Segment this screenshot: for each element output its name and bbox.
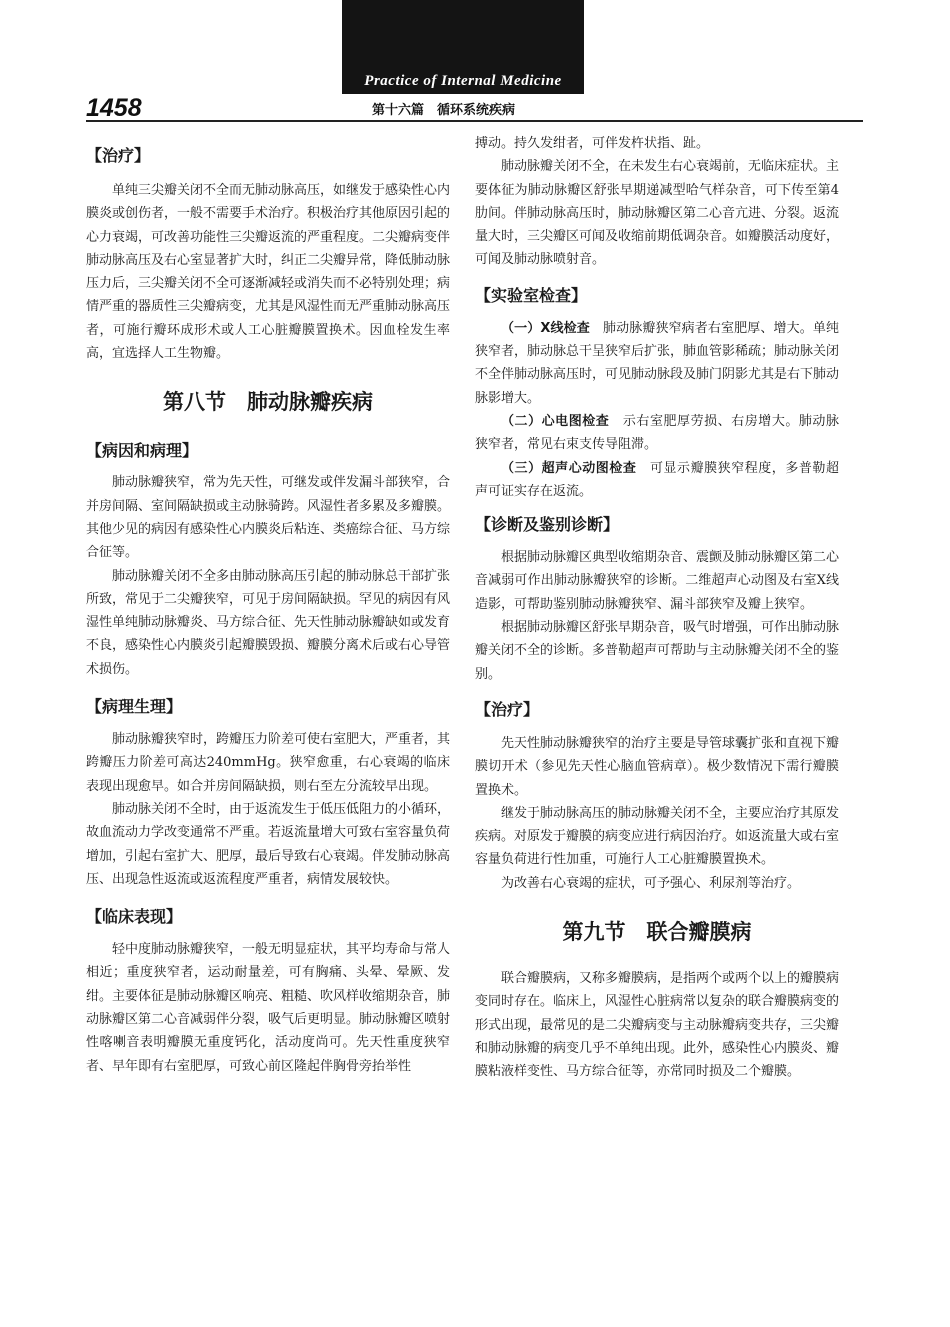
section-title-8: 第八节 肺动脉瓣疾病 (163, 390, 373, 415)
paragraph: 肺动脉瓣狭窄时，跨瓣压力阶差可使右室肥大，严重者，其跨瓣压力阶差可高达240mmHg。狭窄愈重，右心衰竭的临床表现出现愈早。如合并房间隔缺损，则右至左分流较早出现。 (86, 732, 451, 794)
heading-pathophysiology: 【病理生理】 (86, 697, 183, 717)
lab-subheading: （一）X线检查 (501, 320, 590, 336)
heading-diagnosis: 【诊断及鉴别诊断】 (475, 515, 620, 535)
paragraph: 为改善右心衰竭的症状，可予强心、利尿剂等治疗。 (501, 875, 801, 891)
paragraph: 肺动脉关闭不全时，由于返流发生于低压低阻力的小循环，故血流动力学改变通常不严重。若返流量增大可致右室容量负荷增加，引起右室扩大、肥厚，最后导致右心衰竭。伴发肺动脉高压、出现急性返流或返流程度严重者，病情发展较快。 (86, 801, 451, 887)
heading-etiology: 【病因和病理】 (86, 441, 199, 461)
paragraph: 联合瓣膜病，又称多瓣膜病，是指两个或两个以上的瓣膜病变同时存在。临床上，风湿性心脏病常以复杂的联合瓣膜病变的形式出现，最常见的是二尖瓣病变与主动脉瓣病变共存，三尖瓣和肺动脉瓣的病变几乎不单纯出现。此外，感染性心内膜炎、瓣膜粘液样变性、马方综合征等，亦常同时损及二个瓣膜。 (475, 971, 840, 1080)
paragraph: （三）超声心动图检查 可显示瓣膜狭窄程度，多普勒超声可证实存在返流。 (475, 460, 839, 499)
paragraph: 根据肺动脉瓣区典型收缩期杂音、震颤及肺动脉瓣区第二心音减弱可作出肺动脉瓣狭窄的诊断。二维超声心动图及右室X线造影，可帮助鉴别肺动脉瓣狭窄、漏斗部狭窄及瓣上狭窄。 (475, 550, 840, 612)
paragraph: （二）心电图检查 示右室肥厚劳损、右房增大。肺动脉狭窄者，常见右束支传导阻滞。 (475, 413, 839, 453)
paragraph: 肺动脉瓣狭窄，常为先天性，可继发或伴发漏斗部狭窄，合并房间隔、室间隔缺损或主动脉骑跨。风湿性者多累及多瓣膜。其他少见的病因有感染性心内膜炎后粘连、类癌综合征、马方综合征等。 (86, 475, 451, 561)
heading-clinical: 【临床表现】 (86, 907, 183, 927)
paragraph: （一）X线检查 肺动脉瓣狭窄病者右室肥厚、增大。单纯狭窄者，肺动脉总干呈狭窄后扩张，肺血管影稀疏；肺动脉关闭不全伴肺动脉高压时，可见肺动脉段及肺门阴影尤其是右下肺动脉影增大。 (475, 320, 840, 406)
paragraph: 继发于肺动脉高压的肺动脉瓣关闭不全，主要应治疗其原发疾病。对原发于瓣膜的病变应进行病因治疗。如返流量大或右室容量负荷进行性加重，可施行人工心脏瓣膜置换术。 (475, 805, 840, 868)
paragraph: 单纯三尖瓣关闭不全而无肺动脉高压，如继发于感染性心内膜炎或创伤者，一般不需要手术治疗。积极治疗其他原因引起的心力衰竭，可改善功能性三尖瓣返流的严重程度。二尖瓣病变伴肺动脉高压及右心室显著扩大时，纠正二尖瓣异常，降低肺动脉压力后，三尖瓣关闭不全可逐渐减轻或消失而不必特别处理；病情严重的器质性三尖瓣病变，尤其是风湿性而无严重肺动脉高压者，可施行瓣环成形术或人工心脏瓣膜置换术。因血栓发生率高，宜选择人工生物瓣。 (86, 183, 451, 362)
journal-title: Practice of Internal Medicine (364, 73, 562, 89)
paragraph: 先天性肺动脉瓣狭窄的治疗主要是导管球囊扩张和直视下瓣膜切开术（参见先天性心脑血管病章）。极少数情况下需行瓣膜置换术。 (475, 735, 840, 798)
heading-lab: 【实验室检查】 (475, 285, 588, 305)
header-rule (86, 120, 863, 122)
lab-subheading: （二）心电图检查 (501, 413, 610, 429)
heading-treatment: 【治疗】 (86, 146, 151, 165)
right-column (475, 132, 839, 1084)
journal-banner (342, 0, 584, 94)
page-number: 1458 (86, 94, 142, 122)
section-title-9: 第九节 联合瓣膜病 (562, 920, 752, 945)
heading-treatment-2: 【治疗】 (475, 699, 540, 719)
chapter-title: 第十六篇 循环系统疾病 (372, 103, 516, 118)
paragraph: 搏动。持久发绀者，可伴发杵状指、趾。 (475, 136, 710, 151)
paragraph: 轻中度肺动脉瓣狭窄，一般无明显症状，其平均寿命与常人相近；重度狭窄者，运动耐量差，可有胸痛、头晕、晕厥、发绀。主要体征是肺动脉瓣区响亮、粗糙、吹风样收缩期杂音，肺动脉瓣区第二心音减弱伴分裂，吸气后更明显。肺动脉瓣区喷射性喀喇音表明瓣膜无重度钙化，活动度尚可。先天性重度狭窄者、早年即有右室肥厚，可致心前区隆起伴胸骨旁抬举性 (86, 942, 451, 1074)
lab-subheading: （三）超声心动图检查 (501, 460, 637, 476)
paragraph: 肺动脉瓣关闭不全多由肺动脉高压引起的肺动脉总干部扩张所致，常见于二尖瓣狭窄，可见于房间隔缺损。罕见的病因有风湿性单纯肺动脉瓣炎、马方综合征、先天性肺动脉瓣缺如或发育不良，感染性心内膜炎引起瓣膜毁损、瓣膜分离术后或右心导管术损伤。 (86, 568, 451, 677)
left-column (86, 136, 450, 1078)
paragraph: 根据肺动脉瓣区舒张早期杂音，吸气时增强，可作出肺动脉瓣关闭不全的诊断。多普勒超声可帮助与主动脉瓣关闭不全的鉴别。 (475, 620, 840, 682)
paragraph: 肺动脉瓣关闭不全，在未发生右心衰竭前，无临床症状。主要体征为肺动脉瓣区舒张早期递减型哈气样杂音，可下传至第4肋间。伴肺动脉高压时，肺动脉瓣区第二心音亢进、分裂。返流量大时，三尖瓣区可闻及收缩前期低调杂音。如瓣膜活动度好，可闻及肺动脉喷射音。 (475, 159, 840, 268)
